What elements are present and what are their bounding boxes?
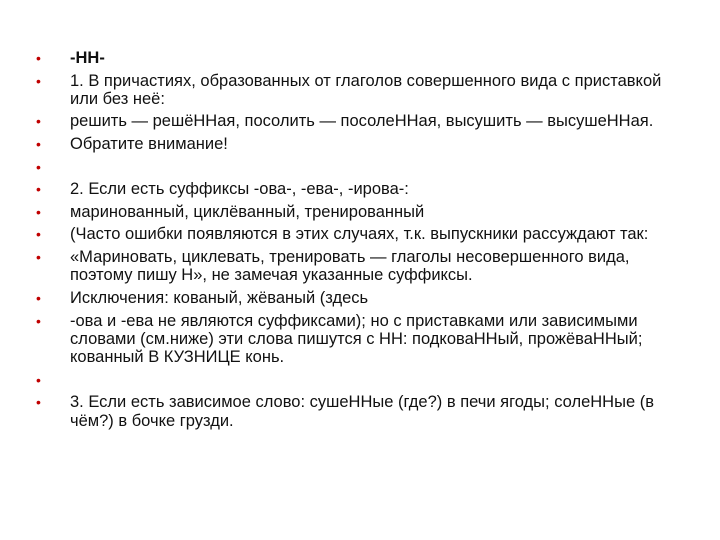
list-item [36,289,686,307]
list-item-text: -ова и -ева не являются суффиксами); но с приставками или зависимыми словами (см.ниже) эти слова пишутся с НН: подковаННый, прожёваННый; кованный В КУЗНИЦЕ конь. [70,311,643,367]
bullet-icon: • [36,371,41,388]
list-item-text: «Мариновать, циклевать, тренировать — глаголы несовершенного вида, поэтому пишу Н», не замечая указанные суффиксы. [70,248,630,285]
bullet-icon: • [36,113,41,130]
bullet-icon: • [36,136,41,153]
list-item-text: 2. Если есть суффиксы -ова-, -ева-, -ирова-: [70,180,409,199]
list-item [36,49,686,67]
list-item [36,112,686,130]
list-item [36,225,686,243]
list-item-text: решить — решёННая, посолить — посолеННая, высушить — высушеННая. [70,112,654,131]
list-item-text: -НН- [70,49,105,67]
list-item-text: Исключения: кованый, жёваный (здесь [70,288,369,307]
bullet-icon: • [36,181,41,198]
bullet-icon: • [36,289,41,306]
list-item [36,135,686,153]
list-item-text: маринованный, циклёванный, тренированный [70,202,425,221]
list-item [36,371,686,389]
list-item [36,393,686,430]
list-item [36,158,686,176]
list-item [36,72,686,109]
bullet-icon: • [36,158,41,175]
list-item [36,180,686,198]
bullet-icon: • [36,72,41,89]
bullet-icon: • [36,394,41,411]
list-item-text: 3. Если есть зависимое слово: сушеННые (где?) в печи ягоды; солеННые (в чём?) в бочке грузди. [70,393,654,430]
list-item [36,312,686,367]
list-item [36,203,686,221]
list-item-text: (Часто ошибки появляются в этих случаях, т.к. выпускники рассуждают так: [70,225,649,244]
bullet-list [36,49,686,434]
list-item [36,248,686,285]
list-item-text: Обратите внимание! [70,135,228,154]
bullet-icon: • [36,226,41,243]
bullet-icon: • [36,249,41,266]
bullet-icon: • [36,50,41,66]
bullet-icon: • [36,312,41,329]
bullet-icon: • [36,203,41,220]
list-item-text: 1. В причастиях, образованных от глаголов совершенного вида с приставкой или без неё: [70,71,662,108]
